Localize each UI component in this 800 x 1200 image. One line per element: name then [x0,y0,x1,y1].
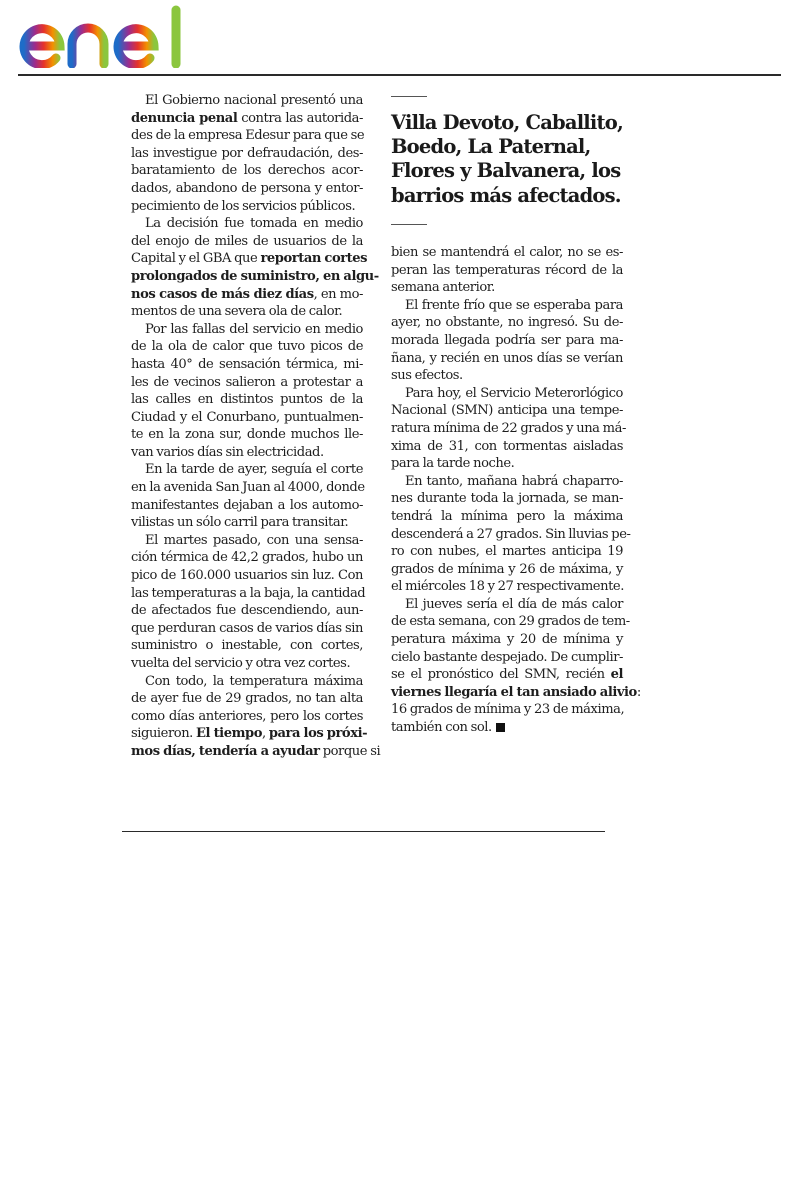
text-line [391,385,623,403]
text-segment: de esta semana, con 29 grados de tem- [391,614,630,630]
text-line [391,613,630,631]
bold-text: viernes llegaría el tan ansiado alivio [391,684,637,700]
text-line [391,402,623,420]
text-segment: grados de mínima y 26 de máxima, y [391,561,623,577]
text-line [131,479,363,497]
text-segment: las investigue por defraudación, des- [131,145,363,161]
text-line [131,145,363,163]
text-line [131,215,363,233]
text-segment: el miércoles 18 y 27 respectivamente. [391,579,624,595]
text-segment: ratura mínima de 22 grados y una má- [391,420,626,436]
text-line [391,438,623,456]
text-segment: Por las fallas del servicio en medio [145,321,363,337]
text-segment: porque si [319,743,381,759]
text-line [391,596,623,614]
text-line [391,367,623,385]
text-line [391,244,623,262]
text-line [131,743,381,761]
text-line [391,578,623,596]
bold-text: para los próxi- [268,726,368,742]
text-segment: del enojo de miles de usuarios de la [131,233,363,249]
text-line [131,461,363,479]
text-line [391,490,623,508]
text-line [131,338,363,356]
text-segment: ción térmica de 42,2 grados, hubo un [131,550,363,566]
header-divider [18,74,781,76]
bold-text: denuncia penal [131,110,238,126]
pull-quote-text: Villa Devoto, Caballito, Boedo, La Paternal, Flores y Balvanera, los barrios más afectados. [391,111,623,207]
text-line [391,526,631,544]
text-line [131,725,368,743]
text-line [131,268,379,286]
text-segment: suministro o inestable, con cortes, [131,638,363,654]
text-line [391,420,626,438]
text-segment: ro con nubes, el martes anticipa 19 [391,544,623,560]
text-line [391,262,623,280]
text-segment: descenderá a 27 grados. Sin lluvias pe- [391,526,631,542]
text-segment: El jueves sería el día de más calor [405,596,623,612]
text-line [391,649,623,667]
text-segment: dados, abandono de persona y entor- [131,180,363,196]
text-line [391,279,623,297]
text-segment: , [261,726,269,742]
text-segment: Nacional (SMN) anticipa una tempe- [391,403,623,419]
text-line [131,250,368,268]
text-line [391,314,623,332]
text-line [131,356,363,374]
text-line [131,162,363,180]
text-line [131,409,363,427]
text-segment: El martes pasado, con una sensa- [145,532,363,548]
text-line [131,127,363,145]
text-line [131,303,363,321]
text-segment: para la tarde noche. [391,456,515,472]
text-segment: morada llegada podría ser para ma- [391,332,623,348]
text-line [131,637,363,655]
text-line [131,532,363,550]
text-segment: se el pronóstico del SMN, recién [391,667,611,683]
text-segment: como días anteriores, pero los cortes [131,708,363,724]
text-segment: de afectados fue descendiendo, aun- [131,603,363,619]
text-segment: en la avenida San Juan al 4000, donde [131,480,365,496]
text-segment: nes durante toda la jornada, se man- [391,491,623,507]
text-line [391,561,623,579]
text-line [131,426,363,444]
text-line [391,297,623,315]
text-segment: las calles en distintos puntos de la [131,392,363,408]
text-line [391,666,623,684]
text-segment: de ayer fue de 29 grados, no tan alta [131,691,363,707]
text-segment: xima de 31, con tormentas aisladas [391,438,623,454]
text-line [131,180,363,198]
text-line [391,455,623,473]
end-of-article-mark [496,723,505,732]
text-line [131,497,363,515]
text-segment: Capital y el GBA que [131,251,261,267]
text-line [131,620,363,638]
pull-quote-rule-bottom [391,224,427,225]
text-segment: vuelta del servicio y otra vez cortes. [131,656,351,671]
text-segment: pico de 160.000 usuarios sin luz. Con [131,568,363,584]
text-segment: peratura máxima y 20 de mínima y [391,632,623,648]
text-segment: : [636,684,641,700]
bold-text: prolongados de suministro, en algu- [131,268,379,284]
bold-text: mos días, tendería a ayudar [131,743,320,759]
text-line [391,473,623,491]
article-end-divider [122,831,605,832]
text-line [131,708,363,726]
text-line [131,391,363,409]
text-segment: En la tarde de ayer, seguía el corte [145,462,363,478]
text-segment: les de vecinos salieron a protestar a [131,374,363,390]
text-segment: siguieron. [131,726,197,742]
text-line [391,701,623,719]
text-segment: también con sol. [391,720,492,736]
enel-logo [14,4,184,68]
text-segment: , en mo- [313,286,363,302]
text-segment: peran las temperaturas récord de la [391,262,623,278]
text-segment: Ciudad y el Conurbano, puntualmen- [131,409,363,425]
text-segment: contra las autorida- [237,110,363,126]
text-line [131,374,363,392]
text-segment: La decisión fue tomada en medio [145,216,363,232]
text-segment: sus efectos. [391,368,463,384]
text-segment: semana anterior. [391,280,495,296]
text-line [131,110,363,128]
text-segment: El frente frío que se esperaba para [405,297,623,313]
text-line [131,514,363,532]
text-line [391,350,623,368]
text-line [131,198,363,216]
text-line [131,567,363,585]
text-line [391,631,623,649]
text-segment: pecimiento de los servicios públicos. [131,198,356,214]
text-line [131,673,363,691]
text-segment: de la ola de calor que tuvo picos de [131,339,363,355]
text-line [131,549,363,567]
text-line [391,684,641,702]
text-line [131,585,366,603]
text-line [391,719,623,737]
text-line [131,602,363,620]
text-segment: Con todo, la temperatura máxima [145,673,363,689]
text-segment: vilistas un sólo carril para transitar. [131,515,349,531]
text-segment: hasta 40° de sensación térmica, mi- [131,356,363,372]
text-segment: las temperaturas a la baja, la cantidad [131,585,366,601]
text-segment: manifestantes dejaban a los automo- [131,497,363,513]
text-line [131,444,363,462]
text-segment: cielo bastante despejado. De cumplir- [391,649,623,665]
text-line [391,508,623,526]
text-segment: Para hoy, el Servicio Meterorlógico [405,385,623,401]
text-segment: des de la empresa Edesur para que se [131,128,365,144]
text-segment: bien se mantendrá el calor, no se es- [391,245,623,260]
bold-text: El tiempo [196,726,262,742]
text-line [131,321,363,339]
article-column-right [391,244,641,737]
text-line [131,690,363,708]
text-line [131,233,363,251]
text-line [131,286,363,304]
text-segment: 16 grados de mínima y 23 de máxima, [391,702,625,718]
text-segment: El Gobierno nacional presentó una [145,93,363,108]
text-segment: van varios días sin electricidad. [131,444,324,460]
bold-text: nos casos de más diez días [131,286,314,302]
text-segment: ñana, y recién en unos días se verían [391,350,623,366]
pull-quote [391,96,631,225]
text-segment: baratamiento de los derechos acor- [131,163,363,179]
text-line [131,92,363,110]
text-segment: que perduran casos de varios días sin [131,620,363,636]
text-segment: mentos de una severa ola de calor. [131,304,343,320]
bold-text: el [610,667,623,683]
text-line [131,655,363,673]
text-segment: En tanto, mañana habrá chaparro- [405,473,623,489]
text-line [391,332,623,350]
text-segment: ayer, no obstante, no ingresó. Su de- [391,315,623,331]
article-column-left [131,92,381,761]
pull-quote-rule-top [391,96,427,97]
text-segment: tendrá la mínima pero la máxima [391,508,623,524]
text-segment: te en la zona sur, donde muchos lle- [131,427,363,443]
bold-text: reportan cortes [260,251,368,267]
text-line [391,543,623,561]
